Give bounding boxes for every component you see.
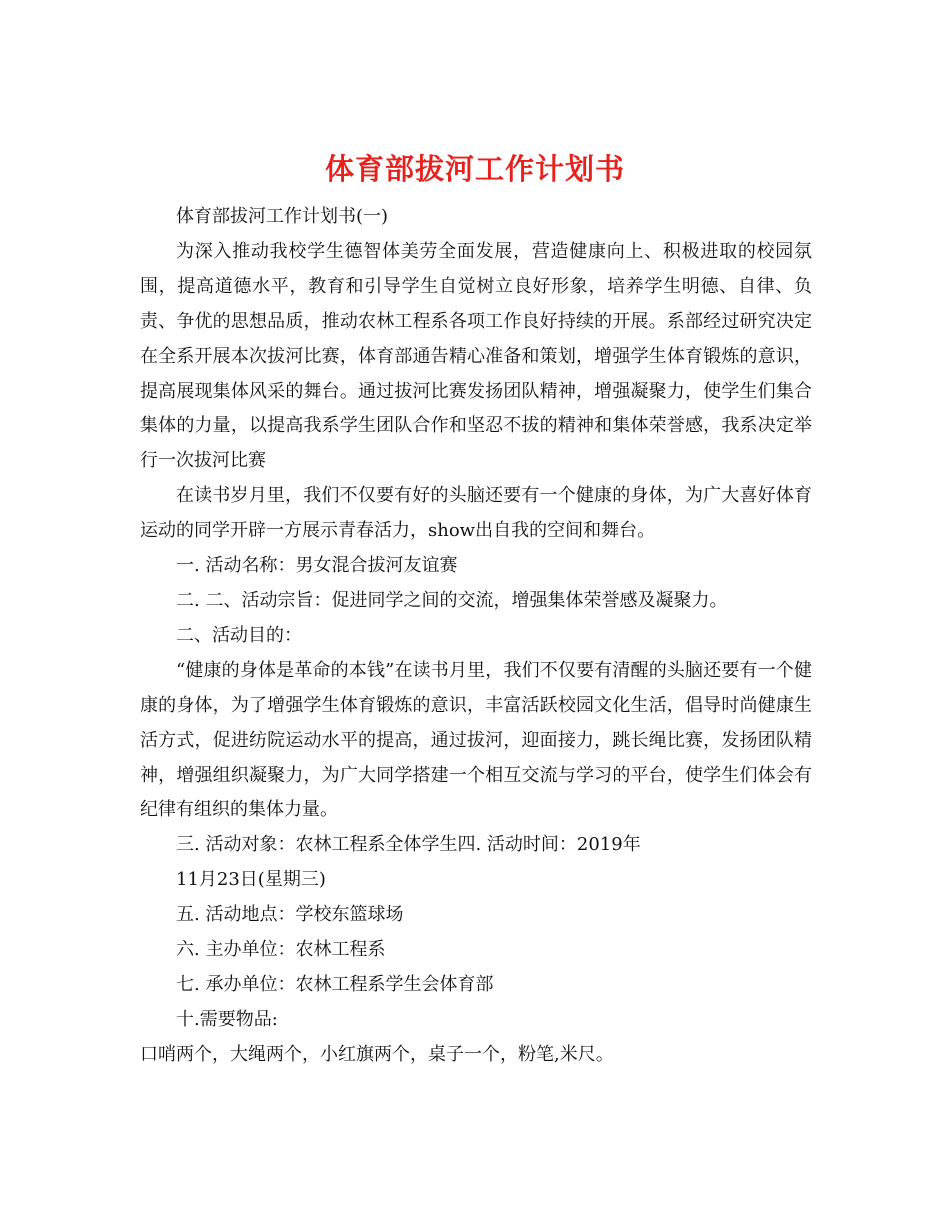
activity-goal-heading: 二、活动目的： bbox=[176, 624, 302, 646]
materials-list: 口哨两个，大绳两个，小红旗两个，桌子一个，粉笔,米尺。 bbox=[140, 1043, 614, 1065]
activity-purpose-item: 二. 二、活动宗旨：促进同学之间的交流，增强集体荣誉感及凝聚力。 bbox=[176, 589, 728, 611]
activity-target-time-item: 三. 活动对象：农林工程系全体学生四. 活动时间：2019年 bbox=[176, 834, 641, 856]
document-body bbox=[140, 200, 812, 1073]
activity-name-item: 一. 活动名称：男女混合拔河友谊赛 bbox=[176, 555, 458, 577]
activity-goal-paragraph: “健康的身体是革命的本钱”在读书月里，我们不仅要有清醒的头脑还要有一个健康的身体，为了增强学生体育锻炼的意识，丰富活跃校园文化生活，倡导时尚健康生活方式，促进纺院运动水平的提高，通过拔河，迎面接力，跳长绳比赛，发扬团队精神，增强组织凝聚力，为广大同学搭建一个相互交流与学习的平台，使学生们体会有纪律有组织的集体力量。 bbox=[140, 659, 812, 821]
activity-date-item: 11月23日(星期三) bbox=[176, 869, 326, 891]
organizer-unit-item: 七. 承办单位：农林工程系学生会体育部 bbox=[176, 973, 494, 995]
subtitle-paragraph: 体育部拔河工作计划书(一) bbox=[176, 206, 389, 227]
intro-paragraph: 为深入推动我校学生德智体美劳全面发展，营造健康向上、积极进取的校园氛围，提高道德水平，教育和引导学生自觉树立良好形象，培养学生明德、自律、负责、争优的思想品质，推动农林工程系各项工作良好持续的开展。系部经过研究决定在全系开展本次拔河比赛，体育部通告精心准备和策划，增强学生体育锻炼的意识，提高展现集体风采的舞台。通过拔河比赛发扬团队精神，增强凝聚力，使学生们集合集体的力量，以提高我系学生团队合作和坚忍不拔的精神和集体荣誉感，我系决定举行一次拔河比赛 bbox=[140, 240, 812, 472]
document-title: 体育部拔河工作计划书 bbox=[324, 152, 625, 187]
motivation-paragraph: 在读书岁月里，我们不仅要有好的头脑还要有一个健康的身体，为广大喜好体育运动的同学开辟一方展示青春活力，show出自我的空间和舞台。 bbox=[140, 485, 812, 542]
materials-heading: 十.需要物品: bbox=[176, 1008, 278, 1030]
host-unit-item: 六. 主办单位：农林工程系 bbox=[176, 939, 386, 961]
activity-location-item: 五. 活动地点：学校东篮球场 bbox=[176, 904, 404, 926]
